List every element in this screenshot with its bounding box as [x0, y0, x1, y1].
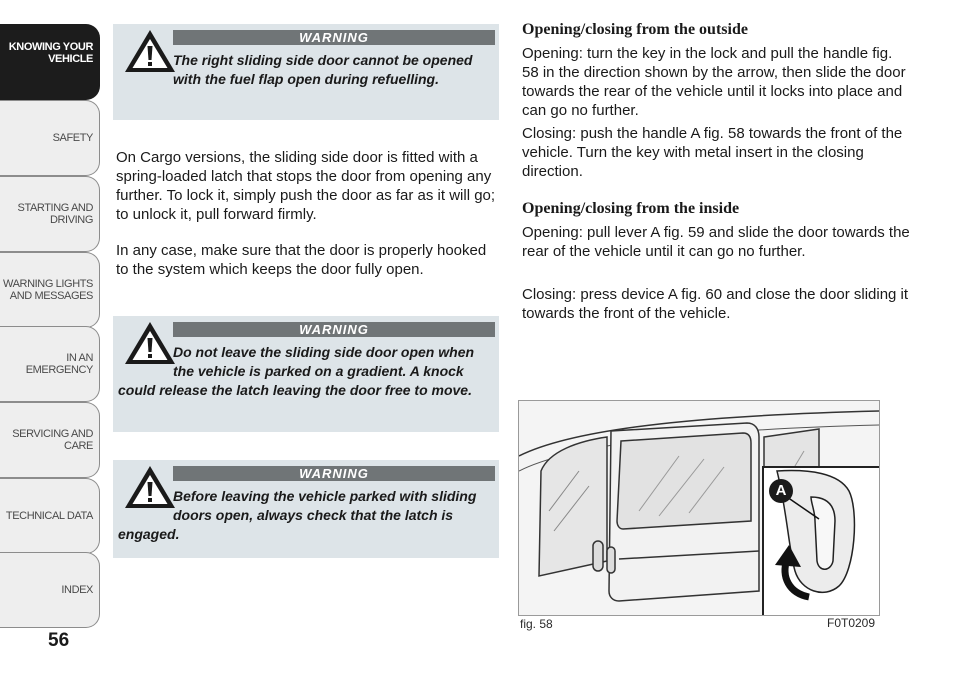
warning-text: Do not leave the sliding side door open when the vehicle is parked on a gradient. A knock could release the latch leaving the door free to move.	[118, 344, 475, 398]
tab-warning-lights[interactable]: WARNING LIGHTS AND MESSAGES	[0, 252, 100, 328]
warning-box	[113, 316, 499, 432]
sliding-door-illustration	[519, 401, 880, 616]
warning-text: Before leaving the vehicle parked with sliding doors open, always check that the latch is engaged.	[118, 488, 477, 542]
figure-code: F0T0209	[827, 616, 876, 630]
paragraph: In any case, make sure that the door is properly hooked to the system which keeps the door fully open.	[116, 242, 487, 278]
callout-a-badge: A	[769, 479, 793, 503]
tab-servicing-and-care[interactable]: SERVICING AND CARE	[0, 402, 100, 478]
tab-safety[interactable]: SAFETY	[0, 100, 100, 176]
section-heading: Opening/closing from the outside	[522, 21, 748, 38]
paragraph: Closing: press device A fig. 60 and close the door sliding it towards the front of the vehicle.	[522, 286, 909, 322]
section-heading: Opening/closing from the inside	[522, 200, 740, 217]
warning-box	[113, 460, 499, 558]
paragraph: Opening: turn the key in the lock and pull the handle fig. 58 in the direction shown by the arrow, then slide the door towards the rear of the vehicle until it locks into place and can go no further.	[522, 45, 906, 119]
paragraph: On Cargo versions, the sliding side door is fitted with a spring-loaded latch that stops the door from opening any further. To lock it, simply push the door as far as it will go; to unlock it, pull forward firmly.	[116, 149, 496, 223]
tab-starting-and-driving[interactable]: STARTING AND DRIVING	[0, 176, 100, 252]
figure-caption: fig. 58	[520, 617, 553, 631]
tab-index[interactable]: INDEX	[0, 552, 100, 628]
tab-in-an-emergency[interactable]: IN AN EMERGENCY	[0, 326, 100, 402]
figure-58-illustration	[518, 400, 880, 616]
tab-knowing-your-vehicle[interactable]: KNOWING YOUR VEHICLE	[0, 24, 100, 100]
tab-technical-data[interactable]: TECHNICAL DATA	[0, 478, 100, 554]
warning-text: The right sliding side door cannot be opened with the fuel flap open during refuelling.	[173, 52, 473, 87]
paragraph: Closing: push the handle A fig. 58 towards the front of the vehicle. Turn the key with metal insert in the closing direction.	[522, 125, 903, 180]
warning-box	[113, 24, 499, 120]
page-number: 56	[48, 630, 70, 651]
warning-title: WARNING	[173, 322, 495, 337]
paragraph: Opening: pull lever A fig. 59 and slide the door towards the rear of the vehicle until it can go no further.	[522, 224, 910, 260]
warning-title: WARNING	[173, 30, 495, 45]
warning-title: WARNING	[173, 466, 495, 481]
